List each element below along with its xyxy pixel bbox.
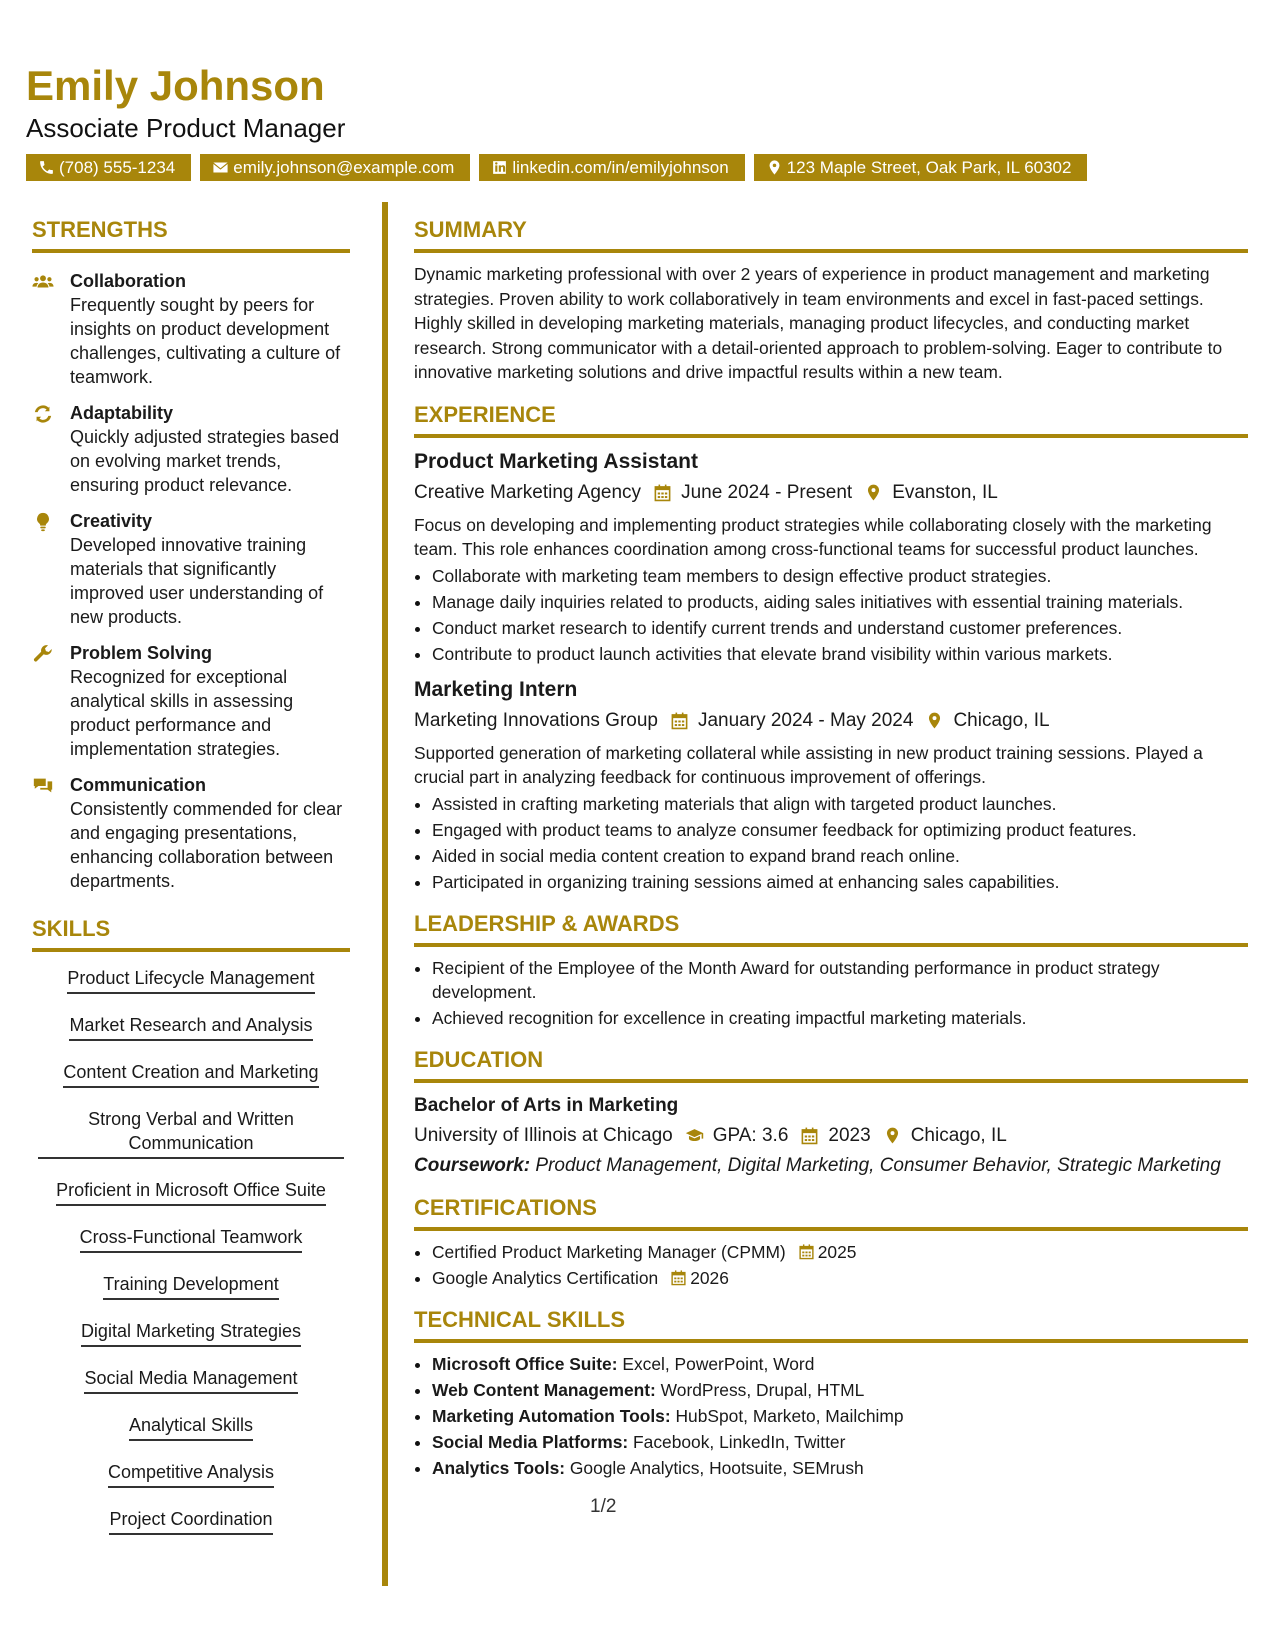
contact-phone[interactable] [26,154,191,181]
strength-desc: Consistently commended for clear and engaging presentations, enhancing collaboration between departments. [70,799,343,891]
users-icon [32,271,54,293]
map-pin-icon [864,483,883,502]
job-meta [414,479,1248,507]
skill-item: Market Research and Analysis [69,1013,312,1041]
contact-phone-text: (708) 555-1234 [59,158,176,177]
education-meta [414,1122,1248,1150]
job-bullet: • Engaged with product teams to analyze consumer feedback for optimizing product features. [432,818,1248,842]
contact-address [754,154,1088,181]
tech-label: Web Content Management: [432,1379,656,1400]
strength-item [32,509,350,629]
tech-label: Social Media Platforms: [432,1431,629,1452]
phone-icon [38,159,55,176]
map-pin-icon [766,159,783,176]
skill-item: Product Lifecycle Management [67,966,314,994]
skill-item: Cross-Functional Teamwork [80,1225,303,1253]
skill-item: Proficient in Microsoft Office Suite [56,1178,326,1206]
skill-item: Digital Marketing Strategies [81,1319,301,1347]
strength-desc: Recognized for exceptional analytical skills in assessing product performance and implementation strategies. [70,667,294,759]
certifications-list [414,1240,1248,1290]
skill-item-text: Strong Verbal and Written Communication [88,1109,294,1153]
lightbulb-icon [32,511,54,533]
candidate-name: Emily Johnson [26,62,325,109]
technical-skills-heading: TECHNICAL SKILLS [414,1306,1248,1343]
graduation-cap-icon [685,1126,704,1145]
calendar-icon [670,1269,687,1286]
certification-item [432,1240,1248,1264]
certification-item [432,1266,1248,1290]
tech-value: WordPress, Drupal, HTML [660,1379,865,1400]
strength-desc: Frequently sought by peers for insights on product development challenges, cultivating a culture of teamwork. [70,295,341,387]
envelope-icon [212,159,229,176]
right-column [414,216,1248,1482]
contact-email-text: emily.johnson@example.com [233,158,455,177]
tech-value: Facebook, LinkedIn, Twitter [633,1431,846,1452]
job-location: Chicago, IL [953,709,1050,731]
job-role: Marketing Intern [414,677,578,701]
job-company: Marketing Innovations Group [414,709,658,731]
linkedin-icon [491,159,508,176]
school-location: Chicago, IL [910,1124,1007,1146]
summary-text: Dynamic marketing professional with over 2 years of experience in product management and marketing strategies. Proven ability to work collaboratively in team environments and excel in fast-paced settings. Highly skilled in developing marketing materials, managing product lifecycles, and conducting market research. Strong communicator with a detail-oriented approach to problem-solving. Eager to contribute to innovative marketing solutions and drive impactful results within a new team. [414,264,1223,382]
skill-item: Content Creation and Marketing [63,1060,318,1088]
map-pin-icon [925,711,944,730]
job-bullet: • Collaborate with marketing team members to design effective product strategies. [432,564,1248,588]
coursework-text: Product Management, Digital Marketing, Consumer Behavior, Strategic Marketing [535,1154,1221,1176]
job-desc: Supported generation of marketing collateral while assisting in new product training sessions. Played a crucial part in analyzing feedback for continuous improvement of offerings. [414,742,1203,787]
job-bullet: • Participated in organizing training sessions aimed at enhancing sales capabilities. [432,870,1248,894]
coursework [414,1154,1248,1178]
certification-year: 2025 [817,1241,857,1262]
wrench-icon [32,643,54,665]
contact-address-text: 123 Maple Street, Oak Park, IL 60302 [786,158,1072,177]
coursework-label: Coursework: [414,1154,531,1176]
graduation-year: 2023 [828,1124,871,1146]
skill-item: Competitive Analysis [108,1460,274,1488]
strength-title: Collaboration [70,271,186,291]
refresh-icon [32,403,54,425]
skill-item: Social Media Management [84,1366,297,1394]
contact-bar [26,154,1226,181]
tech-label: Microsoft Office Suite: [432,1353,618,1374]
tech-value: Google Analytics, Hootsuite, SEMrush [569,1457,864,1478]
certifications-heading: CERTIFICATIONS [414,1194,1248,1231]
technical-skill-item [432,1456,1248,1480]
degree-title: Bachelor of Arts in Marketing [414,1094,679,1116]
award-item: • Achieved recognition for excellence in creating impactful marketing materials. [432,1006,1248,1030]
strength-item [32,401,350,497]
skill-item: Analytical Skills [129,1413,253,1441]
tech-value: Excel, PowerPoint, Word [622,1353,815,1374]
job-dates: June 2024 - Present [681,481,853,503]
job-dates: January 2024 - May 2024 [697,709,914,731]
column-divider [382,202,388,1586]
job-bullets [414,792,1248,894]
comments-icon [32,775,54,797]
technical-skill-item [432,1404,1248,1428]
summary-heading: SUMMARY [414,216,1248,253]
contact-linkedin-text: linkedin.com/in/emilyjohnson [512,158,729,177]
experience-heading: EXPERIENCE [414,401,1248,438]
strength-item [32,641,350,761]
strength-item [32,773,350,893]
job-bullet: • Conduct market research to identify current trends and understand customer preferences. [432,616,1248,640]
contact-linkedin[interactable] [479,154,744,181]
job-bullet: • Manage daily inquiries related to products, aiding sales initiatives with essential training materials. [432,590,1248,614]
skills-heading: SKILLS [32,915,350,952]
tech-value: HubSpot, Marketo, Mailchimp [675,1405,904,1426]
leadership-heading: LEADERSHIP & AWARDS [414,910,1248,947]
strength-title: Creativity [70,511,153,531]
map-pin-icon [883,1126,902,1145]
strength-title: Problem Solving [70,643,213,663]
calendar-icon [800,1126,819,1145]
certification-year: 2026 [690,1267,729,1288]
skills-list [32,966,350,1554]
technical-skill-item [432,1352,1248,1376]
tech-label: Marketing Automation Tools: [432,1405,671,1426]
job-role: Product Marketing Assistant [414,449,698,473]
contact-email[interactable] [200,154,470,181]
certification-name: Google Analytics Certification [432,1267,659,1288]
school-name: University of Illinois at Chicago [414,1124,673,1146]
technical-skill-item [432,1430,1248,1454]
gpa: GPA: 3.6 [712,1124,789,1146]
leadership-list [414,956,1248,1030]
strength-item [32,269,350,389]
left-column [32,216,350,1554]
job-bullet: • Assisted in crafting marketing materials that align with targeted product launches. [432,792,1248,816]
job-location: Evanston, IL [892,481,998,503]
skill-item: Training Development [103,1272,278,1300]
award-item: • Recipient of the Employee of the Month Award for outstanding performance in product strategy development. [432,956,1248,1004]
job-company: Creative Marketing Agency [414,481,642,503]
job-bullets [414,564,1248,666]
strength-desc: Quickly adjusted strategies based on evolving market trends, ensuring product relevance. [70,427,340,495]
job-desc: Focus on developing and implementing product strategies while collaborating closely with the marketing team. This role enhances coordination among cross-functional teams for successful product launches. [414,514,1212,559]
strength-title: Adaptability [70,403,174,423]
strengths-heading: STRENGTHS [32,216,350,253]
education-heading: EDUCATION [414,1046,1248,1083]
technical-skills-list [414,1352,1248,1480]
resume-header [26,62,1226,181]
calendar-icon [670,711,689,730]
job-bullet: • Contribute to product launch activities that elevate brand visibility within various markets. [432,642,1248,666]
technical-skill-item [432,1378,1248,1402]
tech-label: Analytics Tools: [432,1457,566,1478]
skill-item [38,1107,344,1159]
candidate-title: Associate Product Manager [26,113,346,143]
certification-name: Certified Product Marketing Manager (CPMM) [432,1241,786,1262]
strength-desc: Developed innovative training materials that significantly improved user understanding of new products. [70,535,324,627]
job-meta [414,707,1248,735]
skill-item: Project Coordination [109,1507,272,1535]
strength-title: Communication [70,775,207,795]
page-number: 1/2 [590,1496,617,1517]
calendar-icon [798,1243,815,1260]
calendar-icon [653,483,672,502]
job-bullet: • Aided in social media content creation to expand brand reach online. [432,844,1248,868]
